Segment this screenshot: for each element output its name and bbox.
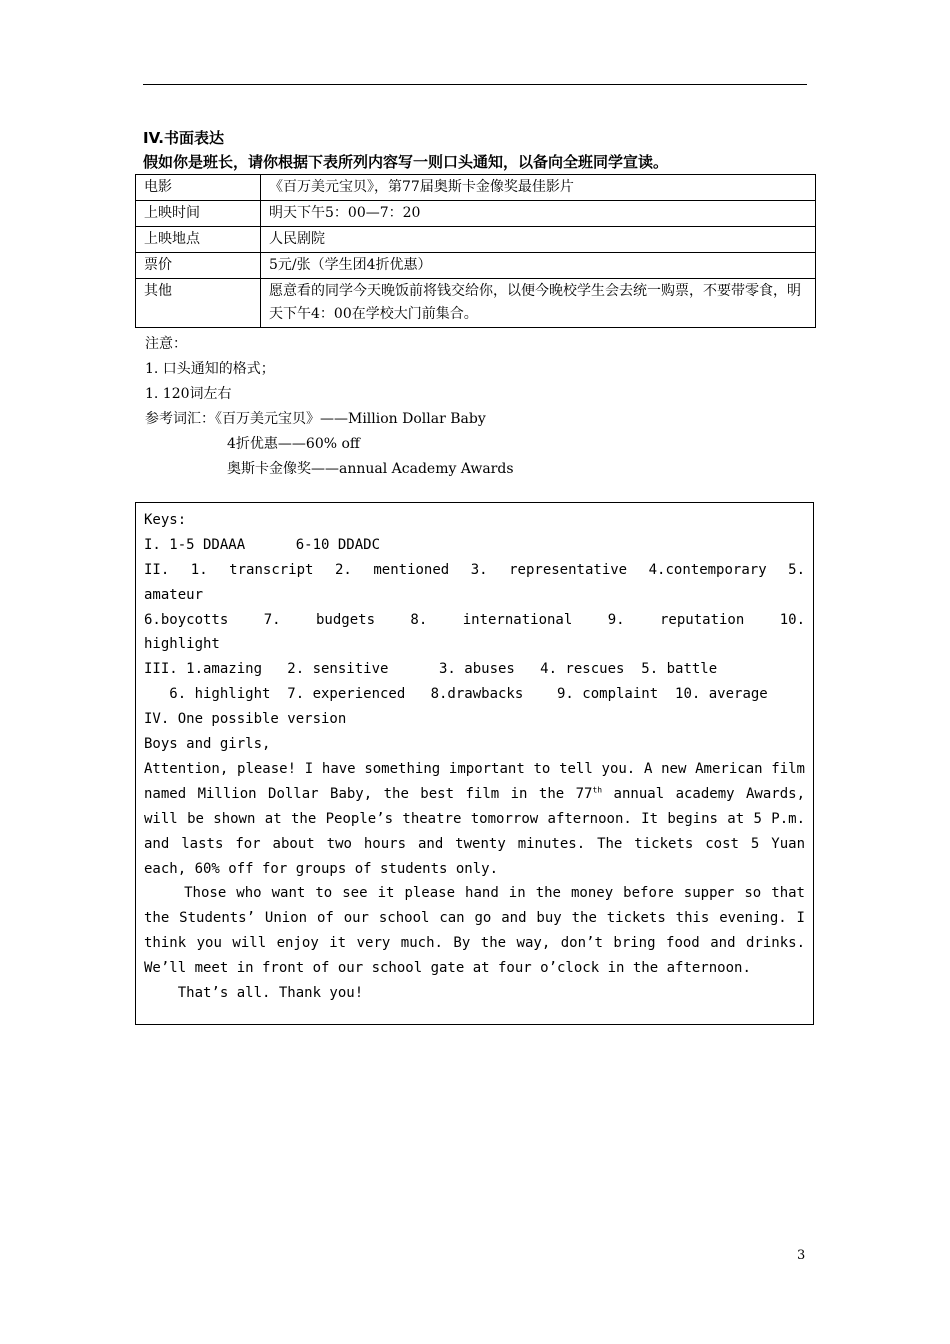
essay-paragraph xyxy=(144,757,805,882)
table-cell-value: 5元/张（学生团4折优惠） xyxy=(261,253,816,279)
ordinal-suffix: th xyxy=(592,785,603,795)
keys-part2-line: II. 1. transcript 2. mentioned 3. representative 4.contemporary 5. xyxy=(144,561,805,578)
keys-part3-line: III. 1.amazing 2. sensitive 3. abuses 4. rescues 5. battle xyxy=(144,661,718,678)
table-cell-label: 上映地点 xyxy=(136,227,261,253)
essay-text: Attention, please! I have something important to tell you. A new American film named Million Dollar Baby, the best film in the 77 xyxy=(144,760,805,802)
essay-closing: That’s all. Thank you! xyxy=(144,985,364,1002)
keys-part2-line: 6.boycotts 7. budgets 8. international 9. reputation 10. xyxy=(144,611,805,628)
notes-heading: 注意： xyxy=(145,336,187,352)
vocab-label: 参考词汇： xyxy=(145,411,215,427)
notes-section xyxy=(145,332,815,482)
page-number: 3 xyxy=(797,1248,806,1263)
essay-text: annual academy Awards, will be shown at the People’s theatre tomorrow afternoon. It begins at 5 P.m. and lasts for about two hours and twenty minutes. The tickets cost 5 Yuan each, 60% off for groups of students only. xyxy=(144,785,805,877)
table-cell-label: 上映时间 xyxy=(136,201,261,227)
vocab-item: 奥斯卡金像奖——annual Academy Awards xyxy=(227,461,514,477)
table-row xyxy=(136,227,816,253)
table-cell-label: 票价 xyxy=(136,253,261,279)
keys-part4-heading: IV. One possible version xyxy=(144,711,347,728)
table-cell-label: 电影 xyxy=(136,175,261,201)
table-cell-value: 人民剧院 xyxy=(261,227,816,253)
note-item: 1. 120词左右 xyxy=(145,386,232,402)
keys-title: Keys: xyxy=(144,512,187,528)
vocab-item: 《百万美元宝贝》——Million Dollar Baby xyxy=(215,411,486,427)
table-cell-value: 明天下午5：00—7：20 xyxy=(261,201,816,227)
table-row xyxy=(136,279,816,328)
writing-instruction: 假如你是班长，请你根据下表所列内容写一则口头通知，以备向全班同学宣读。 xyxy=(143,153,669,171)
essay-paragraph: Those who want to see it please hand in the money before supper so that the Students’ Union of our school can go and buy the tickets this evening. I think you will enjoy it very much. By the way, don’t bring food and drinks. We’ll meet in front of our school gate at four o’clock in the afternoon. xyxy=(144,885,814,977)
table-cell-value: 《百万美元宝贝》，第77届奥斯卡金像奖最佳影片 xyxy=(261,175,816,201)
notice-info-table xyxy=(135,174,816,328)
keys-part2-line: highlight xyxy=(144,636,220,653)
table-cell-label: 其他 xyxy=(136,279,261,328)
keys-part2-line: amateur xyxy=(144,586,204,603)
vocab-item: 4折优惠——60% off xyxy=(227,436,360,452)
table-cell-value: 愿意看的同学今天晚饭前将钱交给你，以便今晚校学生会去统一购票，不要带零食，明天下午4：00在学校大门前集合。 xyxy=(261,279,816,328)
table-row xyxy=(136,175,816,201)
note-item: 1. 口头通知的格式； xyxy=(145,361,275,377)
table-row xyxy=(136,253,816,279)
vocab-line xyxy=(145,407,815,432)
essay-greeting: Boys and girls, xyxy=(144,736,271,753)
keys-part3-line: 6. highlight 7. experienced 8.drawbacks 9. complaint 10. average xyxy=(144,686,768,703)
keys-part1: I. 1-5 DDAAA 6-10 DDADC xyxy=(144,536,381,553)
table-row xyxy=(136,201,816,227)
answer-keys-box xyxy=(135,502,814,1025)
header-rule xyxy=(143,84,807,85)
section-title: IV.书面表达 xyxy=(143,129,224,147)
